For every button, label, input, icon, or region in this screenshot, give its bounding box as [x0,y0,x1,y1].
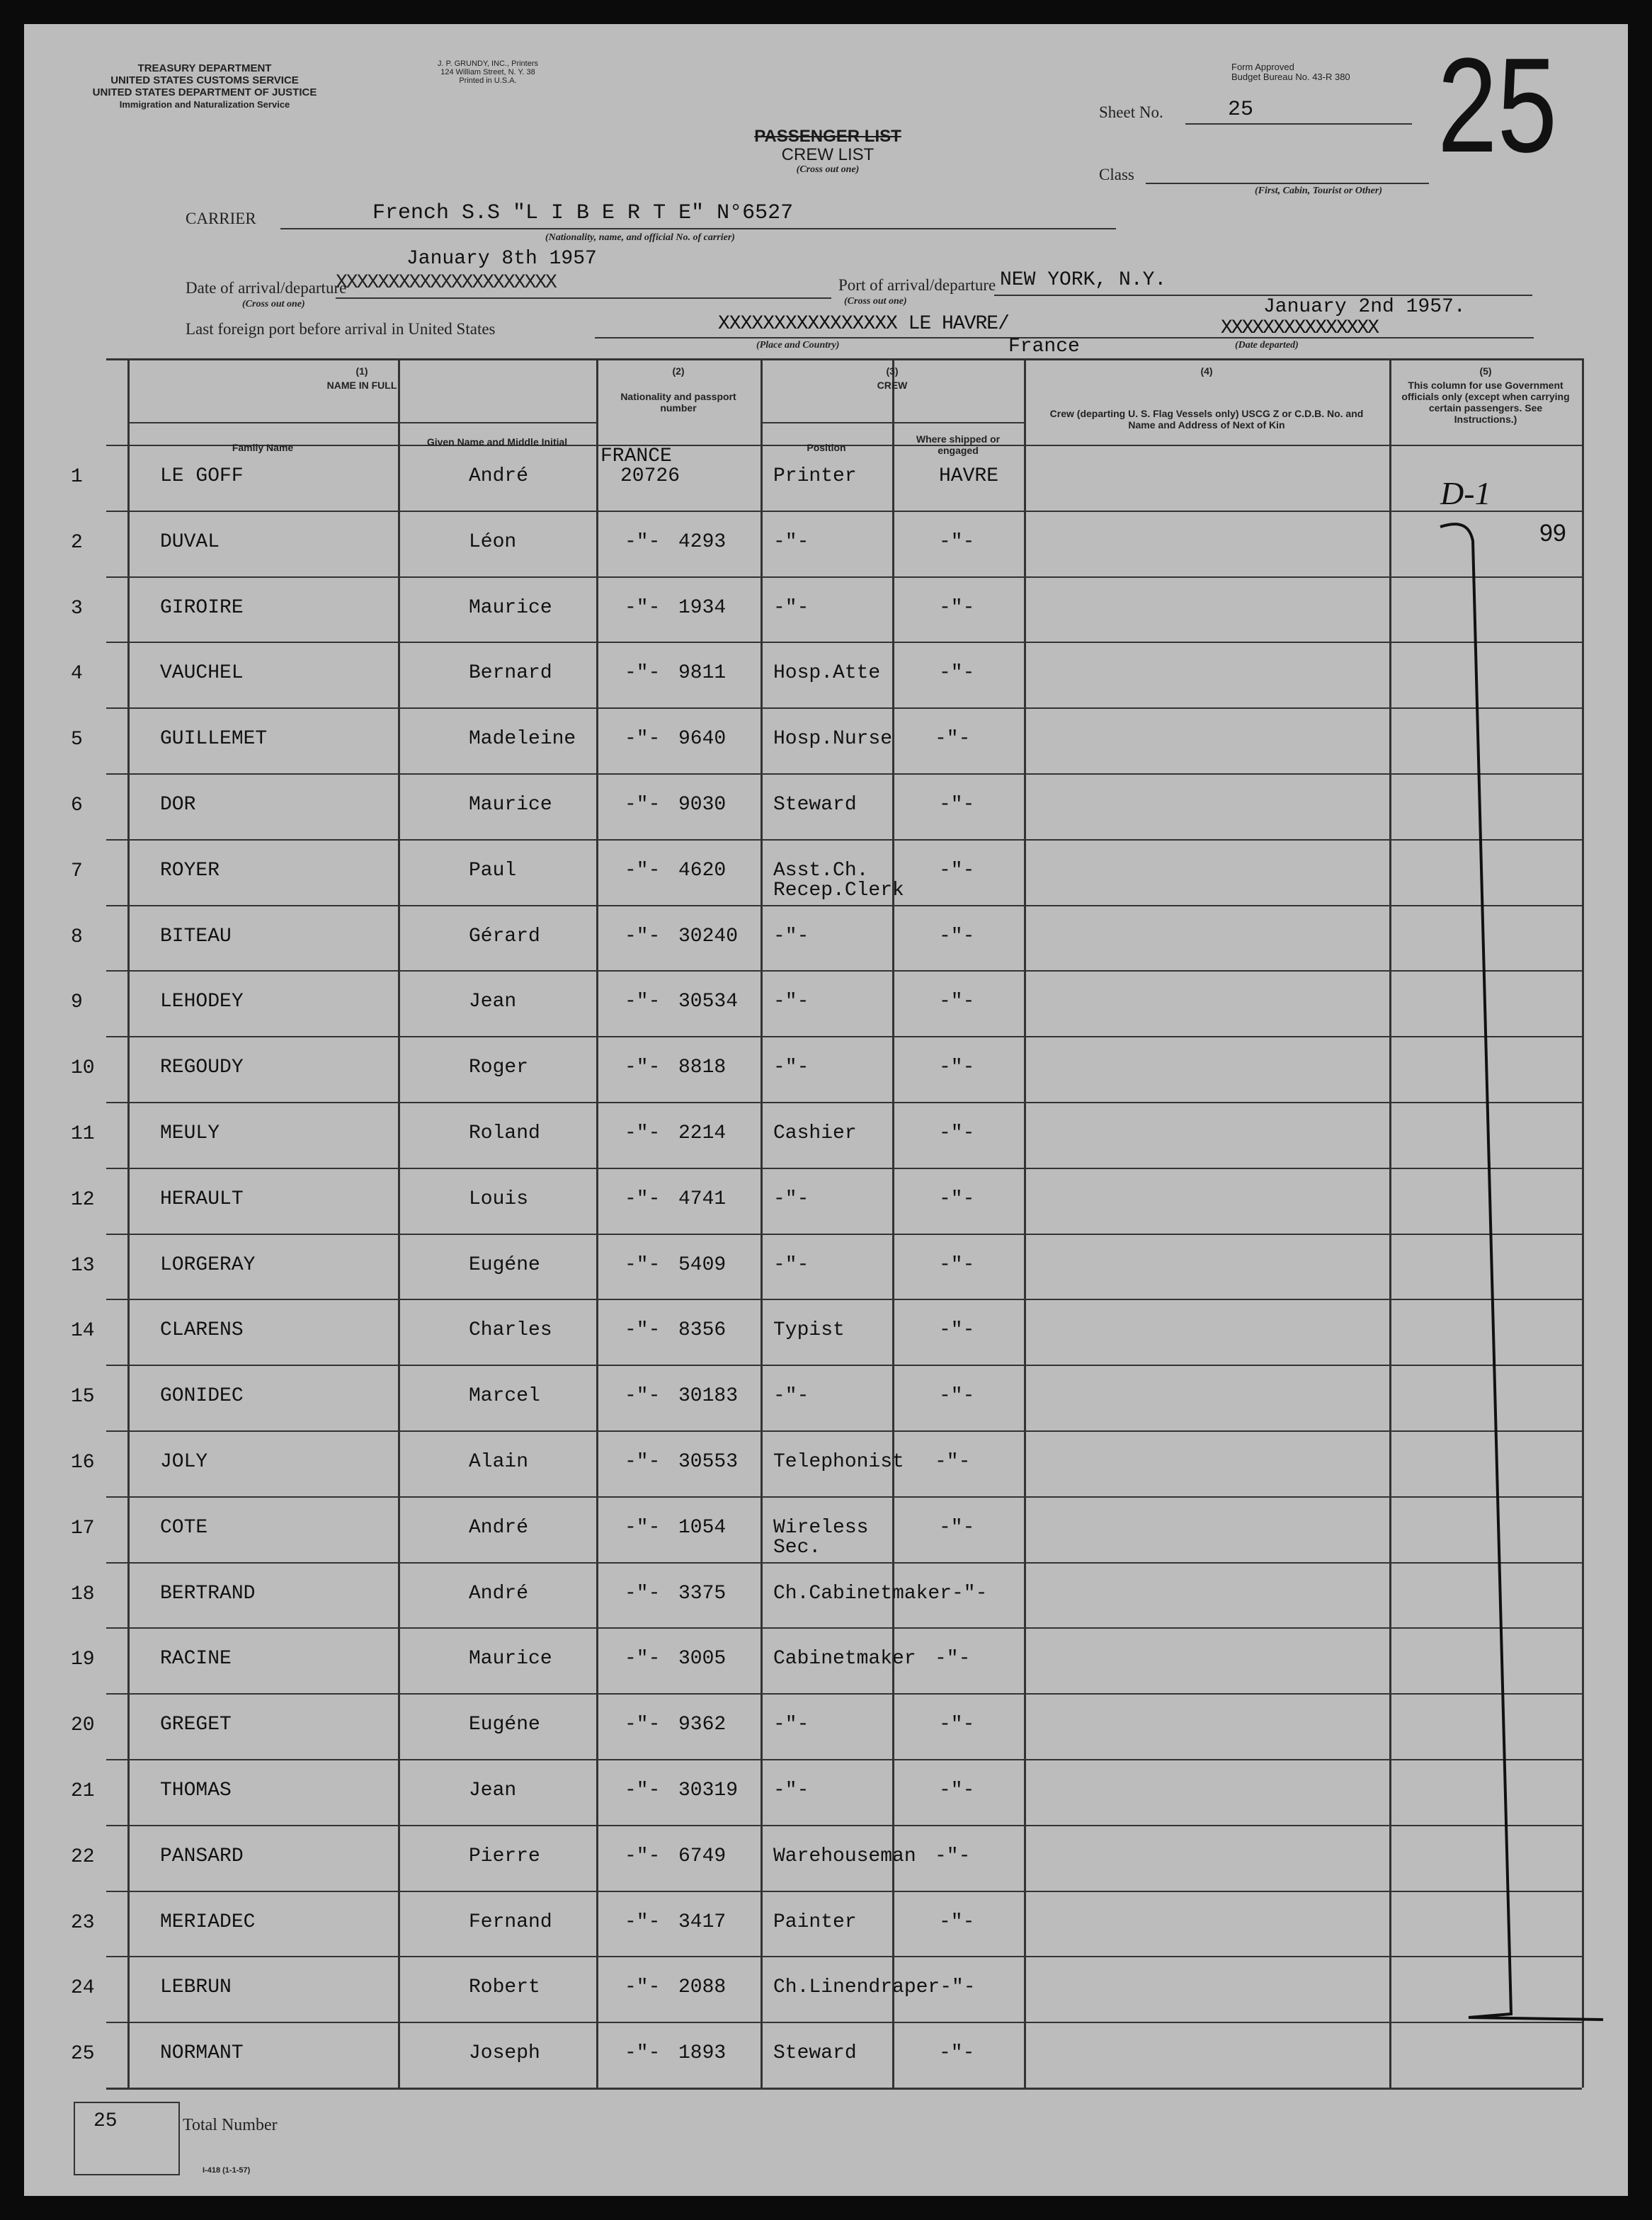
table-column-line-5 [1024,358,1026,2088]
position-cell: Warehouseman [773,1845,916,1867]
arrival-date-struck: XXXXXXXXXXXXXXXXXXXXX [336,272,556,294]
shipped-cell: -"- [939,1911,975,1933]
passport-cell: 1893 [678,2042,727,2065]
given-name-cell: André [469,465,529,487]
col-shipped-header: Where shipped or engaged [916,433,1001,456]
departure-date-value: January 2nd 1957. [1263,296,1466,318]
nationality-cell: -"- [625,1714,661,1736]
nationality-cell: -"- [625,1976,661,1999]
shipped-cell: -"- [940,1976,976,1999]
family-name-cell: NORMANT [160,2042,244,2065]
row-divider [106,1562,1582,1564]
nationality-cell: -"- [625,2042,661,2065]
family-name-cell: GONIDEC [160,1385,244,1408]
family-name-cell: BITEAU [160,925,232,947]
nationality-cell: -"- [625,728,661,751]
family-name-cell: CLARENS [160,1319,244,1342]
table-top-border [106,358,1582,360]
sheet-number-value: 25 [1228,98,1254,122]
family-name-cell: HERAULT [160,1188,244,1210]
given-name-cell: Roger [469,1057,529,1079]
passport-cell: 9362 [678,1714,727,1736]
family-name-cell: VAUCHEL [160,662,244,685]
family-name-cell: GUILLEMET [160,728,268,751]
given-name-cell: Maurice [469,794,552,816]
nationality-cell: -"- [625,794,661,816]
agency-line-1: TREASURY DEPARTMENT [137,62,272,74]
row-number: 24 [71,1977,95,2000]
shipped-cell: -"- [939,1057,975,1079]
position-cell: Ch.Linendraper [773,1976,940,1999]
position-cell: -"- [773,1714,809,1736]
shipped-cell: -"- [939,662,975,685]
family-name-cell: PANSARD [160,1845,244,1867]
given-name-cell: Léon [469,530,517,553]
given-name-cell: Charles [469,1319,552,1342]
last-port-label: Last foreign port before arrival in United States [186,320,496,338]
given-name-cell: André [469,1516,529,1539]
position-cell: Steward [773,794,857,816]
position-cell: Cashier [773,1122,857,1144]
row-number: 13 [71,1254,95,1277]
row-number: 22 [71,1845,95,1868]
nationality-cell: -"- [625,1057,661,1079]
passport-cell: 1934 [678,596,727,619]
printer-info [399,59,576,85]
family-name-cell: REGOUDY [160,1057,244,1079]
row-number: 18 [71,1583,95,1605]
shipped-cell: -"- [939,1516,975,1539]
shipped-cell: -"- [939,925,975,947]
row-number: 14 [71,1320,95,1343]
position-cell-line-2: Recep.Clerk [773,879,904,901]
shipped-cell: -"- [939,1319,975,1342]
row-divider [106,2022,1582,2023]
shipped-cell: -"- [935,728,971,751]
passport-cell: 30319 [678,1780,739,1801]
family-name-cell: DOR [160,794,196,816]
given-name-cell: Fernand [469,1911,552,1933]
total-label: Total Number [183,2116,278,2134]
arrival-date-typed: January 8th 1957 [406,248,597,270]
shipped-cell: -"- [939,794,975,816]
nationality-cell: -"- [625,1253,661,1276]
col4-number: (4) [1200,365,1213,377]
row-divider [106,1627,1582,1629]
passport-cell: 9640 [678,728,727,751]
given-name-cell: Paul [469,859,517,882]
total-box [74,2102,180,2175]
position-cell: Hosp.Atte [773,662,881,685]
departure-date-note: (Date departed) [1235,340,1299,351]
table-column-line-2 [596,358,598,2088]
col3-number: (3) [886,365,899,377]
nationality-cell: -"- [625,1122,661,1144]
passport-cell: 4620 [678,859,727,882]
position-cell: Steward [773,2042,857,2065]
passport-cell: 5409 [678,1253,727,1276]
shipped-cell: -"- [939,1253,975,1276]
position-cell: -"- [773,1188,809,1210]
agency-line-3: UNITED STATES DEPARTMENT OF JUSTICE [92,86,317,98]
given-name-cell: Joseph [469,2042,540,2065]
row-divider [106,839,1582,841]
form-approved [1231,62,1350,82]
port-value: NEW YORK, N.Y. [1000,269,1167,291]
given-name-cell: Maurice [469,1648,552,1670]
row-number: 21 [71,1780,95,1802]
passport-cell: 30240 [678,925,739,947]
nationality-cell: -"- [625,1845,661,1867]
shipped-cell: -"- [952,1582,988,1605]
document-page [24,24,1628,2196]
position-cell: Asst.Ch. [773,859,869,882]
carrier-underline [280,228,1116,229]
class-note: (First, Cabin, Tourist or Other) [1255,186,1382,196]
row-number: 7 [71,860,83,882]
passport-cell: 3005 [678,1648,727,1670]
row-divider [106,1956,1582,1957]
row-divider [106,1365,1582,1366]
family-name-cell: MEULY [160,1122,220,1144]
row-divider [106,1693,1582,1695]
row-divider [106,707,1582,709]
given-name-cell: Jean [469,1780,517,1801]
carrier-label: CARRIER [186,210,256,227]
col2-title: Nationality and passport number [620,391,736,414]
row-number: 12 [71,1188,95,1211]
position-cell: -"- [773,1057,809,1079]
row-divider [106,1825,1582,1826]
row-divider [106,905,1582,906]
shipped-cell: -"- [939,1714,975,1736]
row-number: 10 [71,1057,95,1080]
nationality-cell: -"- [625,925,661,947]
given-name-cell: Bernard [469,662,552,685]
nationality-cell: -"- [625,991,661,1013]
agency-header [52,62,357,110]
position-cell: -"- [773,596,809,619]
passport-cell: 20726 [620,465,680,487]
shipped-cell: -"- [935,1845,971,1867]
row-number: 17 [71,1517,95,1539]
row-divider [106,1430,1582,1432]
printer-line-2: 124 William Street, N. Y. 38 [440,68,535,76]
row-divider [106,1891,1582,1892]
shipped-cell: -"- [935,1451,971,1473]
shipped-cell: -"- [939,1780,975,1801]
family-name-cell: COTE [160,1516,208,1539]
col-family-header: Family Name [232,442,294,453]
passport-cell: 6749 [678,1845,727,1867]
row-number: 19 [71,1649,95,1671]
col2-number: (2) [672,365,685,377]
title-note: (Cross out one) [796,164,860,175]
row-number: 20 [71,1714,95,1737]
nationality-cell: -"- [625,1582,661,1605]
position-cell: -"- [773,530,809,553]
col5-title: This column for use Government officials only (except when carrying certain passengers. See Instructions.) [1401,380,1570,425]
position-cell: -"- [773,1385,809,1408]
printer-line-3: Printed in U.S.A. [459,76,517,85]
row-number: 4 [71,663,83,685]
nationality-cell: -"- [625,530,661,553]
given-name-cell: Maurice [469,596,552,619]
given-name-cell: Eugéne [469,1253,540,1276]
family-name-cell: LEHODEY [160,991,244,1013]
given-name-cell: Jean [469,991,517,1013]
row-divider [106,642,1582,643]
row-divider [106,773,1582,775]
position-cell: Telephonist [773,1451,904,1473]
row-divider [106,576,1582,578]
shipped-cell: -"- [939,1122,975,1144]
family-name-cell: LEBRUN [160,1976,232,1999]
family-name-cell: MERIADEC [160,1911,256,1933]
row-divider [106,1759,1582,1760]
last-port-place-note: (Place and Country) [756,340,840,351]
passport-cell: 3417 [678,1911,727,1933]
passport-cell: 8356 [678,1319,727,1342]
given-name-cell: Pierre [469,1845,540,1867]
row-number: 23 [71,1911,95,1934]
position-cell: -"- [773,1253,809,1276]
position-cell: Printer [773,465,857,487]
row-number: 6 [71,795,83,816]
col-position-header: Position [807,442,846,453]
port-note: (Cross out one) [844,296,907,307]
position-cell: Typist [773,1319,845,1342]
sheet-big-number: 25 [1437,30,1558,181]
port-label: Port of arrival/departure [838,276,996,294]
passport-cell: 2214 [678,1122,727,1144]
given-name-cell: Madeleine [469,728,576,751]
row-number: 9 [71,991,83,1014]
row-number: 1 [71,466,83,488]
table-column-line-6 [1389,358,1391,2088]
col1-title: NAME IN FULL [326,380,397,391]
position-cell: Ch.Cabinetmaker [773,1582,952,1605]
table-column-line-0 [127,358,130,2088]
table-bottom-border [106,2088,1582,2090]
agency-line-2: UNITED STATES CUSTOMS SERVICE [110,74,299,86]
row-number: 15 [71,1386,95,1408]
row-number: 8 [71,926,83,948]
col5-number: (5) [1479,365,1492,377]
list-title [739,127,916,176]
given-name-cell: Louis [469,1188,529,1210]
nationality-cell: -"- [625,1911,661,1933]
given-name-cell: André [469,1582,529,1605]
shipped-cell: -"- [939,1385,975,1408]
row-divider [106,1036,1582,1037]
shipped-cell: -"- [939,596,975,619]
total-value: 25 [93,2110,118,2132]
passport-cell: 30534 [678,991,739,1013]
nationality-cell: -"- [625,1780,661,1801]
printer-line-1: J. P. GRUNDY, INC., Printers [437,59,539,68]
position-cell: -"- [773,1780,809,1801]
nationality-cell: -"- [625,1385,661,1408]
position-cell: Hosp.Nurse [773,728,893,751]
nationality-cell: -"- [625,596,661,619]
passport-cell: 1054 [678,1516,727,1539]
passport-cell: 9811 [678,662,727,685]
shipped-cell: HAVRE [939,465,999,487]
row-divider [106,1168,1582,1169]
family-name-cell: RACINE [160,1648,232,1670]
form-approved-line-2: Budget Bureau No. 43-R 380 [1231,72,1350,82]
row-divider [106,1102,1582,1103]
last-port-value: XXXXXXXXXXXXXXXX LE HAVRE/ [718,313,1009,335]
row-number: 2 [71,531,83,554]
agency-line-4: Immigration and Naturalization Service [119,99,290,110]
position-cell: Cabinetmaker [773,1648,916,1670]
nationality-cell: -"- [625,1648,661,1670]
passport-cell: 4293 [678,530,727,553]
passport-cell: 8818 [678,1057,727,1079]
row-divider [106,1234,1582,1235]
passport-cell: 9030 [678,794,727,816]
arrival-date-note: (Cross out one) [242,299,305,309]
shipped-cell: -"- [939,991,975,1013]
position-cell: Wireless [773,1516,869,1539]
shipped-cell: -"- [939,1188,975,1210]
col3-title: CREW [877,380,908,391]
family-name-cell: BERTRAND [160,1582,256,1605]
passport-cell: 3375 [678,1582,727,1605]
last-port-country: France [1008,336,1080,358]
position-cell-line-2: Sec. [773,1536,821,1559]
arrival-date-label: Date of arrival/departure [186,279,347,297]
carrier-note: (Nationality, name, and official No. of carrier) [545,232,735,243]
passport-cell: 4741 [678,1188,727,1210]
header-subline-crew [761,422,1024,423]
table-column-line-4 [892,358,894,2088]
given-name-cell: Robert [469,1976,540,1999]
departure-date-struck: XXXXXXXXXXXXXXX [1221,317,1379,339]
row-number: 11 [71,1123,95,1145]
table-column-line-3 [761,358,763,2088]
margin-bracket-mark [1426,513,1610,2085]
row-number: 3 [71,597,83,620]
family-name-cell: GREGET [160,1714,232,1736]
form-code: I-418 (1-1-57) [203,2166,251,2175]
nationality-cell: -"- [625,1188,661,1210]
given-name-cell: Gérard [469,925,540,947]
class-label: Class [1099,166,1134,183]
header-subline-name [127,422,596,423]
col4-title: Crew (departing U. S. Flag Vessels only) USCG Z or C.D.B. No. and Name and Address of Next of Kin [1049,408,1364,431]
position-cell: -"- [773,925,809,947]
row-number: 25 [71,2043,95,2066]
row-divider [106,511,1582,512]
row-divider [106,1299,1582,1300]
row-number: 16 [71,1452,95,1474]
given-name-cell: Marcel [469,1385,540,1408]
nationality-cell: -"- [625,1319,661,1342]
passport-cell: 2088 [678,1976,727,1999]
given-name-cell: Alain [469,1451,529,1473]
shipped-cell: -"- [935,1648,971,1670]
col1-number: (1) [355,365,368,377]
given-name-cell: Roland [469,1122,540,1144]
family-name-cell: DUVAL [160,530,220,553]
table-column-line-1 [398,358,400,2088]
position-cell: -"- [773,991,809,1013]
row-number: 5 [71,729,83,751]
sheet-label: Sheet No. [1099,103,1163,121]
passenger-list-title: PASSENGER LIST [754,127,901,146]
nationality-cell: -"- [625,1451,661,1473]
shipped-cell: -"- [939,859,975,882]
family-name-cell: GIROIRE [160,596,244,619]
shipped-cell: -"- [939,2042,975,2065]
passport-cell: 30553 [678,1451,739,1473]
position-cell: Painter [773,1911,857,1933]
arrival-date-underline [336,297,831,299]
nationality-cell: FRANCE [600,445,672,467]
margin-note-d1: D-1 [1440,475,1491,511]
given-name-cell: Eugéne [469,1714,540,1736]
crew-list-title: CREW LIST [781,145,875,164]
family-name-cell: THOMAS [160,1780,232,1801]
shipped-cell: -"- [939,530,975,553]
nationality-cell: -"- [625,859,661,882]
passport-cell: 30183 [678,1385,739,1408]
margin-note-99: 99 [1539,520,1566,547]
family-name-cell: LORGERAY [160,1253,256,1276]
class-underline [1146,183,1429,184]
col-given-header: Given Name and Middle Initial [426,436,568,448]
sheet-underline [1185,123,1412,125]
family-name-cell: JOLY [160,1451,208,1473]
family-name-cell: LE GOFF [160,465,244,487]
form-approved-line-1: Form Approved [1231,62,1294,72]
family-name-cell: ROYER [160,859,220,882]
row-divider [106,1496,1582,1498]
nationality-cell: -"- [625,662,661,685]
nationality-cell: -"- [625,1516,661,1539]
carrier-value: French S.S "L I B E R T E" N°6527 [372,201,794,225]
row-divider [106,970,1582,972]
